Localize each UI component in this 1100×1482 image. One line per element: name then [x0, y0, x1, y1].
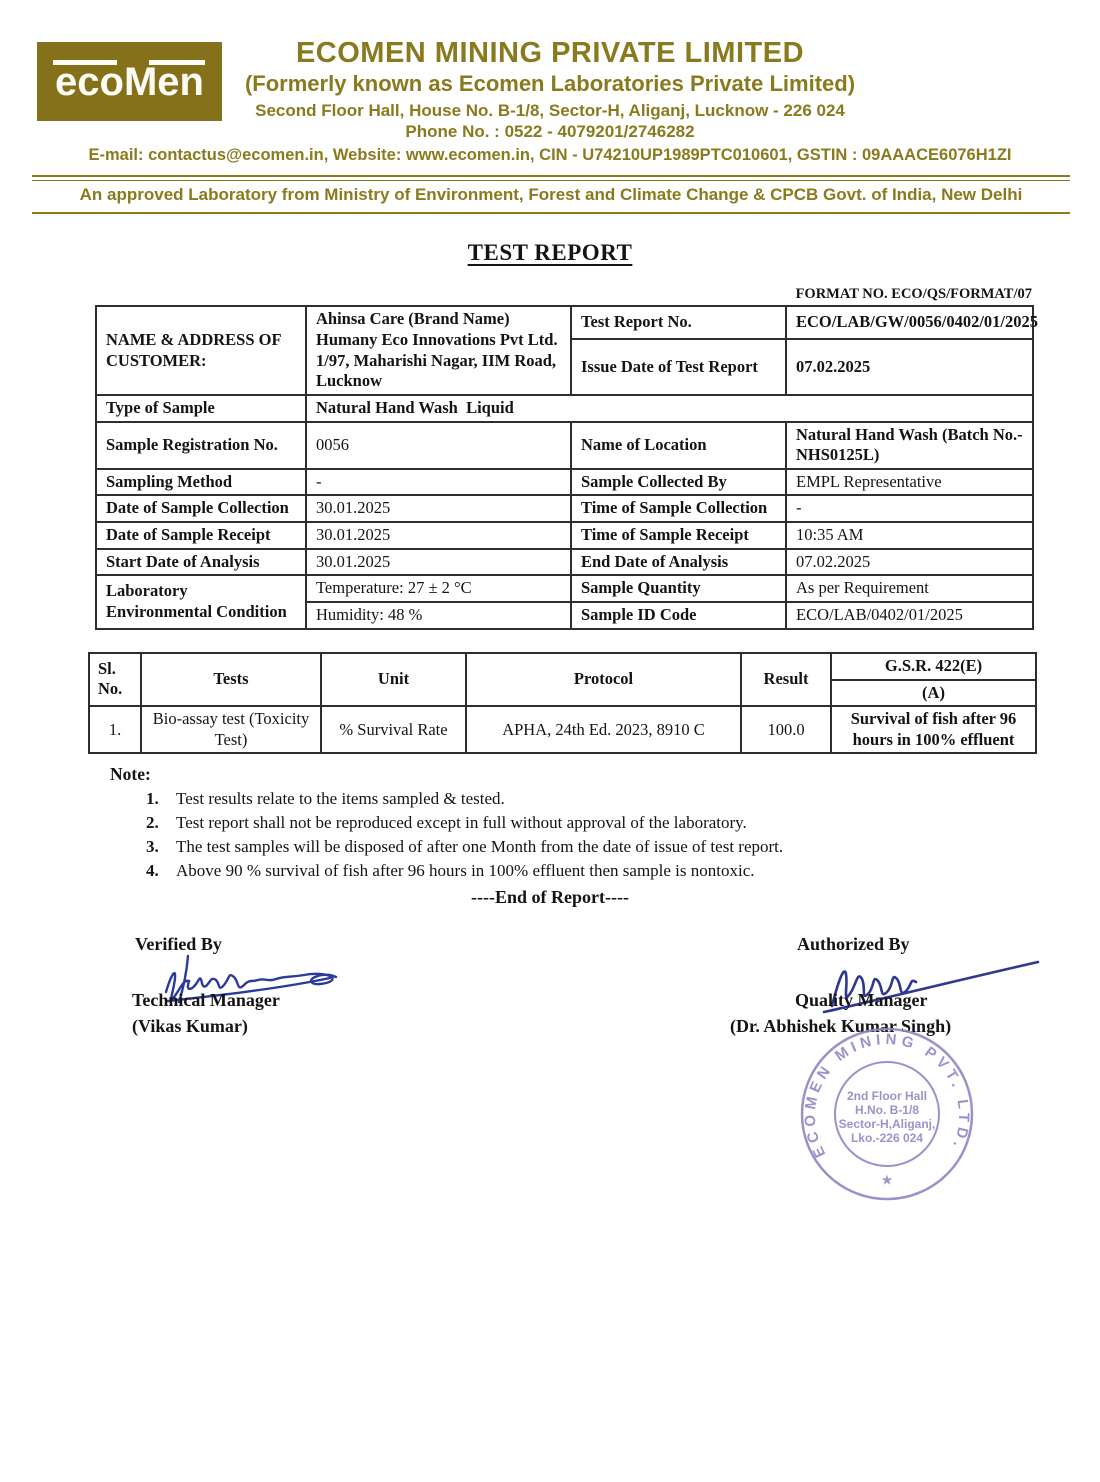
results-data-row	[89, 706, 1036, 753]
table-row	[96, 522, 1033, 549]
lab-env-label: Laboratory Environmental Condition	[96, 575, 306, 628]
verified-name: (Vikas Kumar)	[132, 1016, 248, 1037]
start-analysis-value: 30.01.2025	[306, 549, 571, 576]
result-value: 100.0	[741, 706, 831, 753]
table-row	[96, 549, 1033, 576]
customer-address-cell	[306, 306, 571, 395]
col-header-slno: Sl. No.	[89, 653, 141, 707]
customer-line: Ahinsa Care (Brand Name)	[316, 309, 510, 329]
format-number: FORMAT NO. ECO/QS/FORMAT/07	[795, 286, 1032, 303]
col-header-unit: Unit	[321, 653, 466, 707]
notes-section	[110, 764, 1100, 881]
table-row	[96, 395, 1033, 422]
verified-by-label: Verified By	[135, 934, 222, 955]
note-item: 2. Test report shall not be reproduced except in full without approval of the laboratory.	[146, 813, 747, 833]
stamp-line: Sector-H,Aliganj,	[838, 1117, 936, 1132]
note-text: Test results relate to the items sampled & tested.	[176, 789, 505, 809]
result-gsr: Survival of fish after 96 hours in 100% effluent	[831, 706, 1036, 753]
date-receipt-label: Date of Sample Receipt	[96, 522, 306, 549]
stamp-star-icon: ★	[881, 1173, 893, 1188]
type-of-sample-label: Type of Sample	[96, 395, 306, 422]
stamp-line: Lko.-226 024	[850, 1131, 924, 1146]
company-logo	[37, 42, 222, 121]
logo-wordmark: ecoMen	[55, 60, 204, 104]
col-header-gsr: G.S.R. 422(E)	[831, 653, 1036, 680]
customer-label: NAME & ADDRESS OF CUSTOMER:	[96, 306, 306, 395]
time-receipt-value: 10:35 AM	[786, 522, 1033, 549]
sampling-method-label: Sampling Method	[96, 469, 306, 496]
stamp-line: 2nd Floor Hall	[846, 1089, 928, 1104]
end-analysis-value: 07.02.2025	[786, 549, 1033, 576]
sample-reg-label: Sample Registration No.	[96, 422, 306, 469]
company-address: Second Floor Hall, House No. B-1/8, Sector-H, Aliganj, Lucknow - 226 024	[255, 101, 845, 121]
note-text: Test report shall not be reproduced except in full without approval of the laboratory.	[176, 813, 747, 833]
result-slno: 1.	[89, 706, 141, 753]
results-table	[88, 652, 1037, 755]
issue-date-value: 07.02.2025	[786, 339, 1033, 395]
time-collection-label: Time of Sample Collection	[571, 495, 786, 522]
company-name: ECOMEN MINING PRIVATE LIMITED	[295, 37, 805, 69]
page-title: TEST REPORT	[467, 240, 633, 266]
sample-id-label: Sample ID Code	[571, 602, 786, 629]
result-unit: % Survival Rate	[321, 706, 466, 753]
col-header-protocol: Protocol	[466, 653, 741, 707]
end-analysis-label: End Date of Analysis	[571, 549, 786, 576]
company-former-name: (Formerly known as Ecomen Laboratories Private Limited)	[244, 71, 856, 97]
company-phone: Phone No. : 0522 - 4079201/2746282	[405, 122, 695, 142]
table-row	[96, 306, 1033, 339]
table-row	[96, 422, 1033, 469]
temperature-value: Temperature: 27 ± 2 °C	[306, 575, 571, 602]
customer-line: Lucknow	[316, 371, 383, 391]
letterhead	[0, 0, 1100, 214]
type-of-sample-value: Natural Hand Wash Liquid	[306, 395, 1033, 422]
result-test: Bio-assay test (Toxicity Test)	[141, 706, 321, 753]
sample-info-table	[95, 305, 1039, 629]
end-of-report: ----End of Report----	[471, 887, 629, 908]
test-report-no-label: Test Report No.	[571, 306, 786, 339]
col-header-tests: Tests	[141, 653, 321, 707]
note-text: The test samples will be disposed of after one Month from the date of issue of test report.	[176, 837, 784, 857]
notes-label: Note:	[110, 764, 151, 785]
note-text: Above 90 % survival of fish after 96 hours in 100% effluent then sample is nontoxic.	[176, 861, 755, 881]
location-label: Name of Location	[571, 422, 786, 469]
result-protocol: APHA, 24th Ed. 2023, 8910 C	[466, 706, 741, 753]
sampling-method-value: -	[306, 469, 571, 496]
company-stamp	[797, 1024, 977, 1204]
quantity-label: Sample Quantity	[571, 575, 786, 602]
approval-text: An approved Laboratory from Ministry of Environment, Forest and Climate Change & CPCB Govt. of India, New Delhi	[32, 180, 1070, 214]
date-collection-value: 30.01.2025	[306, 495, 571, 522]
sample-id-value: ECO/LAB/0402/01/2025	[786, 602, 1033, 629]
results-header-row	[89, 653, 1036, 680]
note-item: 1. Test results relate to the items sampled & tested.	[146, 789, 505, 809]
col-header-result: Result	[741, 653, 831, 707]
issue-date-label: Issue Date of Test Report	[571, 339, 786, 395]
table-row	[96, 575, 1033, 602]
authorized-by-label: Authorized By	[797, 934, 910, 955]
quantity-value: As per Requirement	[786, 575, 1033, 602]
time-collection-value: -	[786, 495, 1033, 522]
customer-line: Humany Eco Innovations Pvt Ltd.	[316, 330, 558, 350]
authorized-name: (Dr. Abhishek Kumar Singh)	[730, 1016, 952, 1037]
signature-section	[0, 926, 1100, 1206]
note-item: 4. Above 90 % survival of fish after 96 hours in 100% effluent then sample is nontoxic.	[146, 861, 755, 881]
sample-reg-value: 0056	[306, 422, 571, 469]
customer-line: 1/97, Maharishi Nagar, IIM Road,	[316, 350, 557, 370]
authorized-role: Quality Manager	[795, 990, 928, 1011]
company-contact-line: E-mail: contactus@ecomen.in, Website: www.ecomen.in, CIN - U74210UP1989PTC010601, GSTIN : 09AAACE6076H1ZI	[88, 146, 1012, 165]
table-row	[96, 495, 1033, 522]
date-receipt-value: 30.01.2025	[306, 522, 571, 549]
collected-by-value: EMPL Representative	[786, 469, 1033, 496]
approval-banner	[32, 175, 1070, 214]
test-report-no-value: ECO/LAB/GW/0056/0402/01/2025	[786, 306, 1033, 339]
start-analysis-label: Start Date of Analysis	[96, 549, 306, 576]
location-value: Natural Hand Wash (Batch No.- NHS0125L)	[786, 422, 1033, 469]
stamp-line: H.No. B-1/8	[854, 1103, 920, 1118]
col-header-gsr-sub: (A)	[831, 680, 1036, 707]
note-item: 3. The test samples will be disposed of after one Month from the date of issue of test report.	[146, 837, 784, 857]
date-collection-label: Date of Sample Collection	[96, 495, 306, 522]
stamp-ring-text: ECOMEN MINING PVT. LTD.	[801, 1031, 973, 1161]
table-row	[96, 469, 1033, 496]
time-receipt-label: Time of Sample Receipt	[571, 522, 786, 549]
humidity-value: Humidity: 48 %	[306, 602, 571, 629]
collected-by-label: Sample Collected By	[571, 469, 786, 496]
verified-role: Technical Manager	[132, 990, 280, 1011]
